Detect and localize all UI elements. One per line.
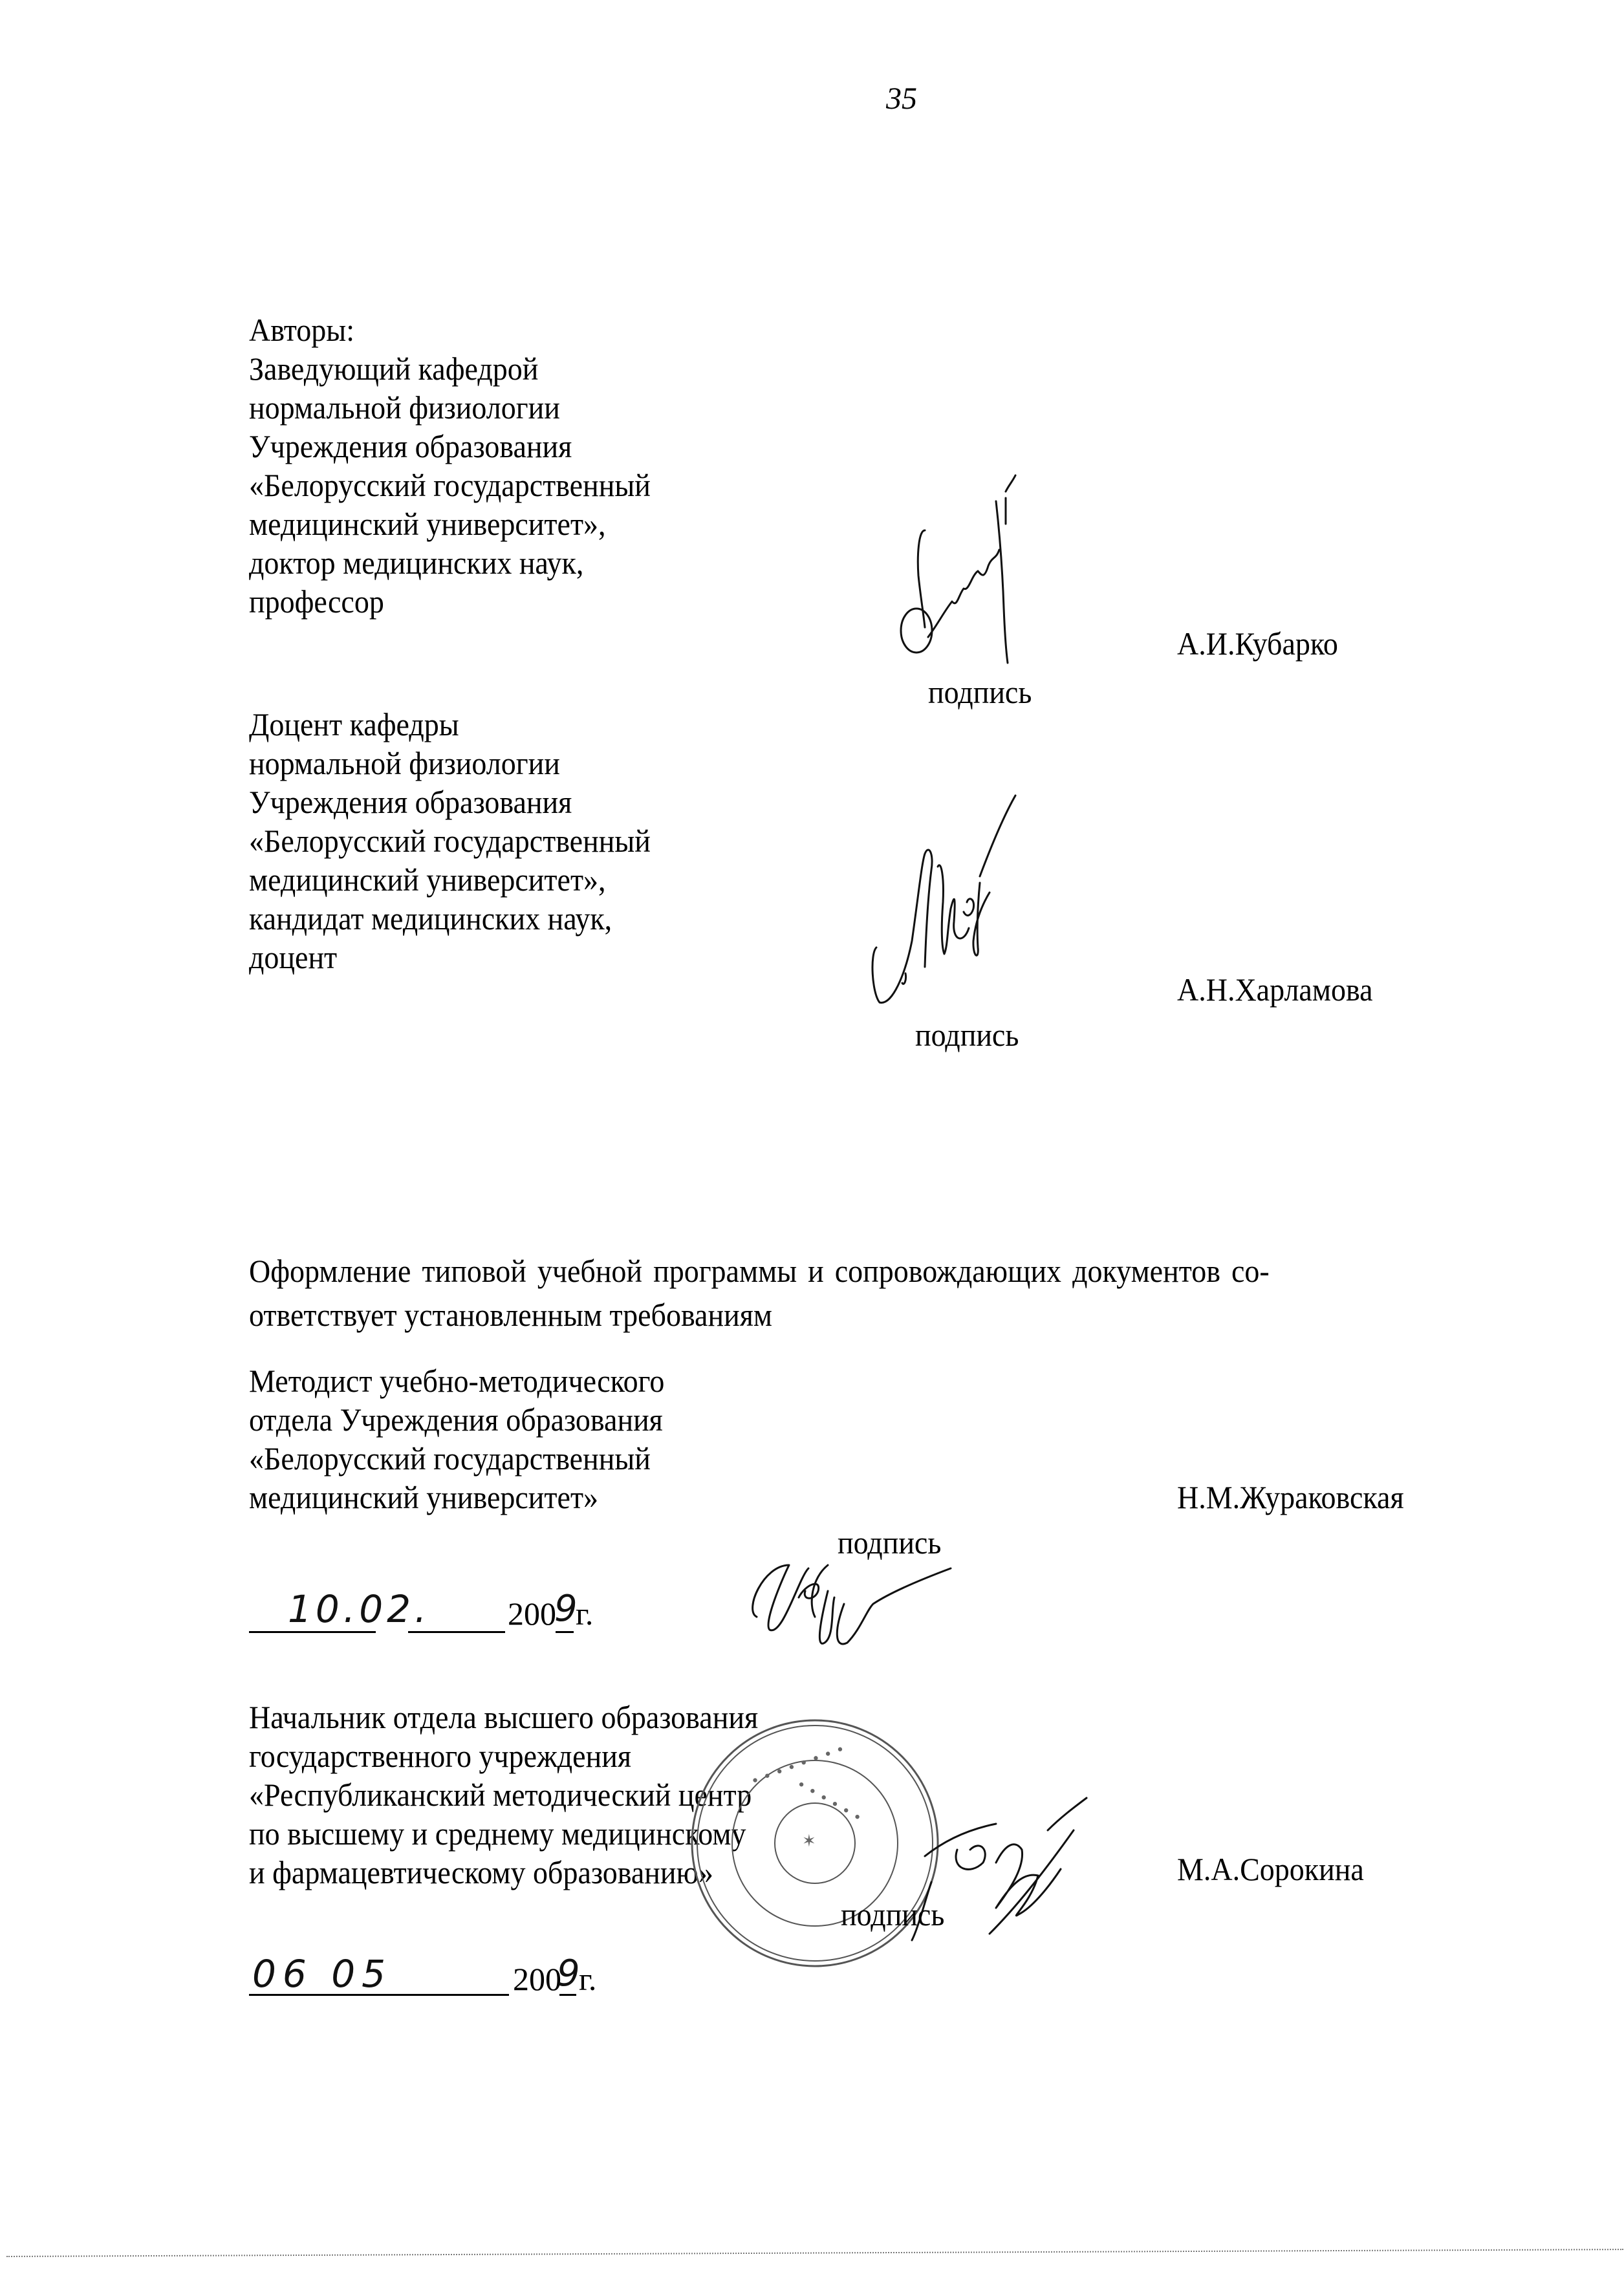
head-date xyxy=(249,1952,650,2011)
author-2-position-line: «Белорусский государственный xyxy=(249,823,651,859)
methodist-date-day-month: 10.02. xyxy=(288,1587,431,1631)
author-2-position-line: доцент xyxy=(249,939,338,975)
author-2-position-line: кандидат медицинских наук, xyxy=(249,900,612,936)
scan-edge-line xyxy=(6,2249,1623,2257)
year-blank-line xyxy=(559,1994,576,1996)
head-position-line: Начальник отдела высшего образования xyxy=(249,1699,759,1735)
head-date-year-suffix: г. xyxy=(579,1961,597,1997)
methodist-date-year-suffix: г. xyxy=(576,1596,594,1632)
author-2-name: А.Н.Харламова xyxy=(1177,971,1373,1008)
author-1-position-line: медицинский университет», xyxy=(249,506,606,542)
head-signature-caption: подпись xyxy=(841,1896,945,1932)
author-2-position-line: Учреждения образования xyxy=(249,784,572,820)
svg-text:✶: ✶ xyxy=(802,1832,816,1851)
methodist-position-line: «Белорусский государственный xyxy=(249,1440,651,1477)
methodist-date-year-digit: 9 xyxy=(554,1588,581,1630)
head-position-line: государственного учреждения xyxy=(249,1738,631,1774)
author-1-position-line: Заведующий кафедрой xyxy=(249,351,539,387)
head-position-line: по высшему и среднему медицинскому xyxy=(249,1815,746,1852)
methodist-name: Н.М.Жураковская xyxy=(1177,1479,1404,1515)
author-1-block xyxy=(249,310,651,621)
head-name: М.А.Сорокина xyxy=(1177,1851,1364,1887)
methodist-block xyxy=(249,1361,664,1517)
head-date-day-month: 06 05 xyxy=(252,1952,393,1996)
author-2-signature-caption: подпись xyxy=(915,1017,1019,1053)
svg-text:• • • • • •: • • • • • • xyxy=(793,1776,865,1827)
date-blank-line xyxy=(249,1631,376,1633)
signature-kharlamova xyxy=(867,779,1022,1012)
author-2-block xyxy=(249,705,651,977)
author-2-position-line: медицинский университет», xyxy=(249,861,606,898)
compliance-statement xyxy=(249,1251,1270,1334)
methodist-position-line: медицинский университет» xyxy=(249,1479,599,1515)
methodist-date-year-prefix: 200 xyxy=(508,1596,556,1632)
compliance-line: ответствует установленным требованиям xyxy=(249,1297,772,1333)
methodist-position-line: Методист учебно-методического xyxy=(249,1363,665,1399)
author-1-name: А.И.Кубарко xyxy=(1177,625,1338,662)
methodist-position-line: отдела Учреждения образования xyxy=(249,1401,663,1438)
author-1-position-line: нормальной физиологии xyxy=(249,389,560,426)
date-blank-line xyxy=(408,1631,505,1633)
author-1-position-line: профессор xyxy=(249,583,384,620)
author-1-position-line: «Белорусский государственный xyxy=(249,467,651,503)
head-date-year-digit: 9 xyxy=(557,1953,584,1995)
signature-kubarko xyxy=(899,479,1028,666)
page-number: 35 xyxy=(886,81,917,116)
author-2-position-line: нормальной физиологии xyxy=(249,745,560,781)
head-position-line: и фармацевтическому образованию» xyxy=(249,1854,713,1890)
author-2-position-line: Доцент кафедры xyxy=(249,706,459,742)
methodist-date xyxy=(249,1587,650,1643)
svg-text:• • • • • • • •: • • • • • • • • xyxy=(748,1741,847,1791)
signature-zhurakovskaya xyxy=(737,1539,957,1656)
compliance-line: Оформление типовой учебной программы и сопровождающих документов со- xyxy=(249,1253,1270,1289)
authors-heading: Авторы: xyxy=(249,312,354,348)
head-position-line: «Республиканский методический центр xyxy=(249,1777,752,1813)
author-1-position-line: Учреждения образования xyxy=(249,428,572,464)
year-blank-line xyxy=(556,1631,574,1633)
author-1-position-line: доктор медицинских наук, xyxy=(249,545,584,581)
head-date-year-prefix: 200 xyxy=(513,1961,561,1997)
author-1-signature-caption: подпись xyxy=(928,674,1032,710)
methodist-signature-caption: подпись xyxy=(838,1524,942,1561)
